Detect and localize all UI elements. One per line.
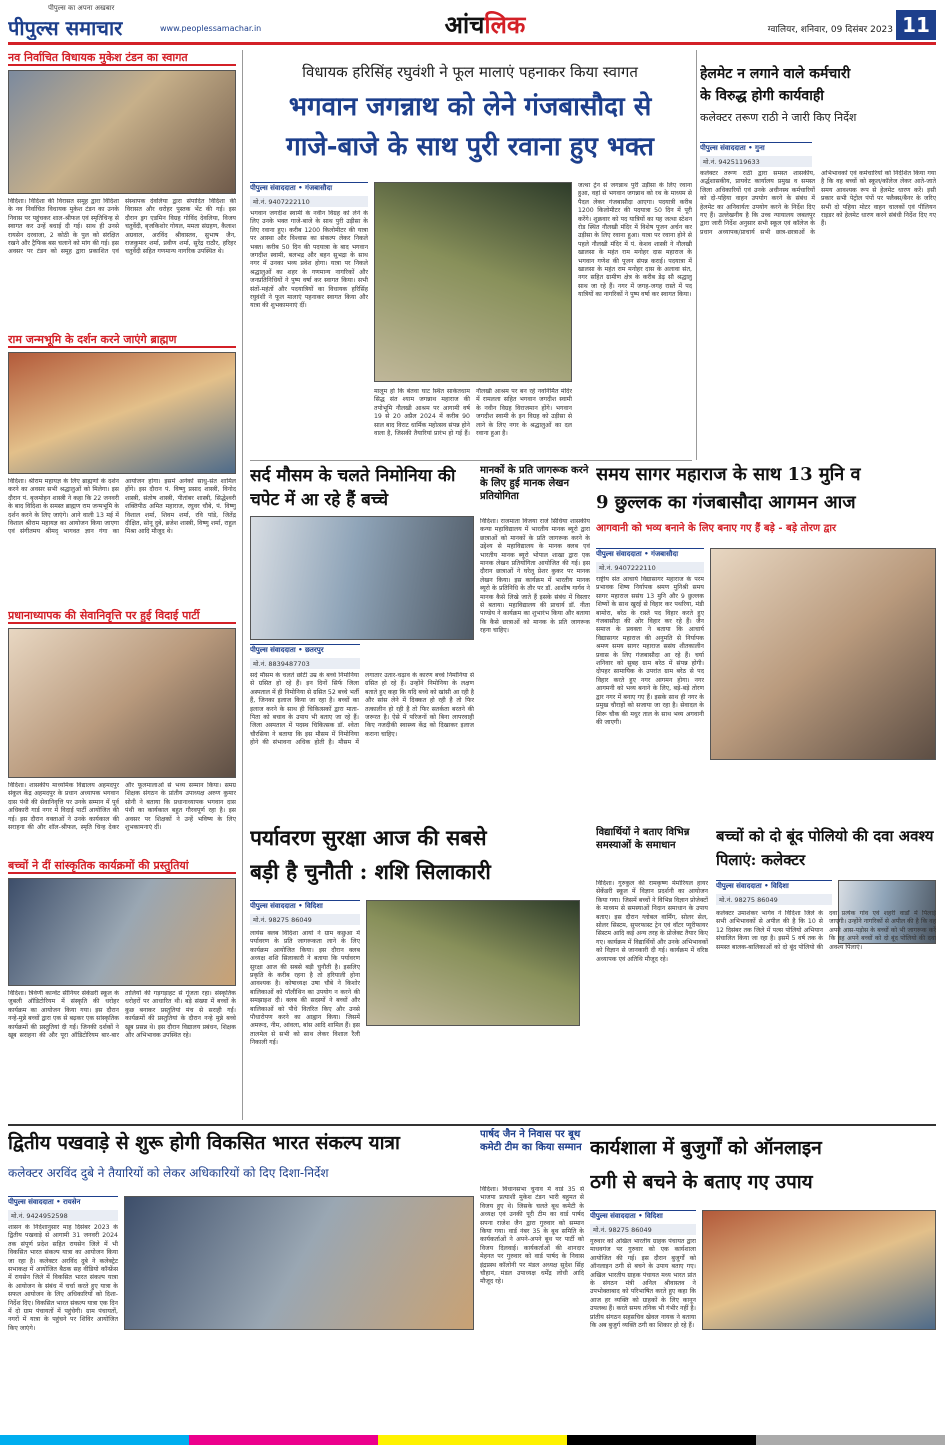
story-tandon-title: नव निर्वाचित विधायक मुकेश टंडन का स्वागत	[8, 50, 236, 66]
parshad-body: विदिशा। विधानसभा चुनाव में वार्ड 35 से भाजपा प्रत्याशी मुकेश टंडन भारी बहुमत से विजय हुए थे। जिसके चलते बूथ कमेटी के अध्यक्ष एवं उनकी पूरी टीम का वार्ड पार्षद सपना राजेश जैन द्वारा गुरुवार को सम्मान किया गया। वार्ड नंबर 35 के बूथ समिति के कार्यकर्ताओं ने अपने-अपने बूथ पर पार्टी को विजय दिलवाई। कार्यकर्ताओं की शानदार मेहनत पर गुरुवार को वार्ड पार्षद के निवास इंद्रप्रस्थ कॉलोनी पर मंडल अध्यक्ष सुदेश सिंह चौहान, मंडल उपाध्यक्ष धर्मेंद्र लोधी आदि मौजूद रहे।	[480, 1186, 584, 1286]
story-tandon-photo	[8, 70, 236, 194]
lead-headline-line2: गाजे-बाजे के साथ पुरी रवाना हुए भक्त	[286, 132, 654, 162]
masthead-url[interactable]: www.peoplessamachar.in	[160, 24, 262, 33]
polio-headline: बच्चों को दो बूंद पोलियो की दवा अवश्य पिलाएं: कलेक्टर	[716, 827, 934, 869]
lead-headline-line1: भगवान जगन्नाथ को लेने गंजबासौदा से	[288, 92, 652, 122]
story-retire-title: प्रधानाध्यापक की सेवानिवृत्ति पर हुई विदाई पार्टी	[8, 608, 236, 624]
helmet-body: कलेक्टर तरूण राठी द्वारा समस्त शासकीय, अर्द्धशासकीय, प्रायवेट कार्यालय प्रमुख व समस्त जिला अधिकारियों एवं उनके अधीनस्थ कर्मचारियों को दो-पहिया वाहन उपयोग करने के संबंध में हेलमेट का अनिवार्यतः उपयोग करने के निर्देश दिए गए हैं। उल्लेखनीय है कि उच्च न्यायालय जबलपुर द्वारा जारी निर्देश अनुसार सभी स्कूल एवं कॉलेज के प्रधान अध्यापक/प्राचार्य सभी छात्र-छात्राओं के अभिभावकों एवं कर्मचारियों को निर्देशित किया गया है कि वह बच्चों को स्कूल/कॉलेज लेकर आते-जाते समय आवश्यक रूप से हेलमेट धारण करें। इसी प्रकार सभी पेट्रोल पंपों पर फ्लैक्स/बैनर के जरिए सभी दो पहिया मोटर वाहन चालकों एवं पीलियन राइडर को हेलमेट धारण करने संबंधी निर्देश दिए गए हैं।	[700, 170, 936, 236]
story-ram-title: राम जन्मभूमि के दर्शन करने जाएंगे ब्राह्मण	[8, 332, 236, 348]
environment-headline-line2: बड़ी है चुनौती : शशि सिलाकारी	[250, 859, 491, 884]
section-divider-bottom	[8, 1124, 936, 1126]
column-divider	[696, 50, 697, 460]
column-divider	[242, 50, 243, 1120]
story-retire-photo	[8, 628, 236, 778]
students-body: विदिशा। गुरुकुल की रामकृष्ण मेमोरियल हायर सेकेंडरी स्कूल में विज्ञान प्रदर्शनी का आयोजन किया गया। जिसमें बच्चों ने विभिन्न विज्ञान प्रोजेक्टों के माध्यम से समस्याओं निदान समाधान के उपाय बताए। इस दौरान ग्लोबल वार्मिंग, सोलर सेल, सोलर सिस्टम, सुपरफास्ट ट्रेन एवं वॉटर प्यूरीफायर सिस्टम आदि कई अन्य तरह के प्रोजेक्ट तैयार किए गए। कार्यक्रम में विद्यार्थियों और उनके अभिभावकों को विज्ञान से जानकारी दी गई। कार्यक्रम में वरिष्ठ अध्यापक एवं अतिथि मौजूद रहे।	[596, 880, 708, 963]
bharat-mobile: मो.नं. 9424952598	[8, 1210, 118, 1221]
pneumonia-body: सर्द मौसम के चलते छोटी उम्र के बच्चे निमोनिया से ग्रसित हो रहे हैं। इन दिनों सिर्फ जिला अस्पताल में ही निमोनिया से ग्रसित 52 बच्चे भर्ती हैं, जिनका इलाज किया जा रहा है। बच्चों का इलाज करने के साथ ही चिकित्सकों द्वारा माता-पिता को बचाव के उपाय भी बताए जा रहे हैं। जिला अस्पताल में पदस्थ चिकित्सक डॉ. श्वेता चौरसिया ने बताया कि इस मौसम में निमोनिया होने की संभावना अधिक होती है। मौसम में लगातार उतार-चढ़ाव के कारण बच्चे निमोनिया से ग्रसित हो रहे हैं। उन्होंने निमोनिया के लक्षण बताते हुए कहा कि यदि बच्चे को खांसी आ रही है और सांस लेने में दिक्कत हो रही है तो फिर तत्कालीन हो रही है तो फिर सतर्कता बरतने की जरूरत है। ऐसे में परिजनों को बिना लापरवाही किए नजदीकी स्वास्थ्य केंद्र को दिखाकर इलाज कराना चाहिए।	[250, 672, 474, 747]
story-culture-title: बच्चों ने दीं सांस्कृतिक कार्यक्रमों की प्रस्तुतियां	[8, 858, 236, 874]
helmet-headline-line1: हेलमेट न लगाने वाले कर्मचारी	[700, 66, 851, 82]
pneumonia-mobile: मो.नं. 8839487703	[250, 658, 360, 669]
bharat-credit: पीपुल्स संवाददाता • रायसेन	[8, 1196, 118, 1208]
environment-photo	[366, 900, 580, 1026]
section-divider	[250, 460, 692, 461]
story-retire-body: विदिशा। शासकीय माध्यमिक विद्यालय अहमदपुर संकुल केंद्र अहमदपुर के प्रधान अध्यापक भगवान दास पंथी की सेवानिवृत्ति पर उनके सम्मान में पूर्व अधिकारी गार्ड नगर में विदाई पार्टी आयोजित की गई। इस दौरान वक्ताओं ने उनके कार्यकाल की सराहना की और शॉल-श्रीफल, स्मृति चिन्ह देकर और फूलमालाओं से भव्य सम्मान किया। समग्र शिक्षक संगठन के प्रांतीय उपाध्यक्ष अरुण कुमार सोनी ने बताया कि प्रधानाध्यापक भगवान दास पंथी का कार्यकाल बहुत गौरवपूर्ण रहा है। इस अवसर पर शिक्षकों ने उन्हें भविष्य के लिए शुभकामनाएं दीं।	[8, 782, 236, 832]
workshop-photo	[702, 1210, 936, 1330]
helmet-mobile: मो.नं. 9425119633	[700, 156, 812, 167]
story-ram-body: विदिशा। श्रीराम महायज्ञ के लिए ब्राह्मणों के दर्शन करने का अवसर सभी श्रद्धालुओं को मिलेगा। इस दौरान पं. बृजमोहन शास्त्री ने कहा कि 22 जनवरी के बाद विदिशा के समस्त ब्राह्मण राम जन्मभूमि के दर्शन करने के लिए जाएंगे। आने वाली 13 मई में विशाल श्रीराम महायज्ञ का आयोजन किया जाएगा एवं संगीतमय श्रीमद् भागवत ज्ञान गंगा का आयोजन होगा। इसमें अनेकों साधु-संत शामिल होंगे। इस दौरान पं. विष्णु प्रसाद शास्त्री, विनोद शास्त्री, संतोष शास्त्री, पीतांबर शास्त्री, सिद्धेश्वरी शक्तिपीठ अमित महाराज, रघुवर चौबे, पं. विष्णु विशाल शर्मा, शिवम शर्मा, रवि पांडे, जितेंद्र दीक्षित, सोनू दुबे, ब्रजेश शास्त्री, विष्णु शर्मा, राहुल मिश्रा आदि मौजूद थे।	[8, 478, 236, 536]
samaysagar-subhead: आगवानी को भव्य बनाने के लिए बनाए गए हैं बड़े - बड़े तोरण द्वार	[596, 523, 837, 534]
bharat-headline: द्वितीय पखवाड़े से शुरू होगी विकसित भारत संकल्प यात्रा	[8, 1132, 400, 1154]
polio-mobile: मो.नं. 98275 86049	[716, 894, 832, 905]
bharat-subhead: कलेक्टर अरविंद दुबे ने तैयारियों को लेकर अधिकारियों को दिए दिशा-निर्देश	[8, 1166, 329, 1180]
essay-body: विदिशा। राजमाता विजया राजे सिंधिया शासकीय कन्या महाविद्यालय में भारतीय मानक ब्यूरो द्वारा छात्राओं को मानकों के प्रति जागरूक करने के उद्देश्य से महाविद्यालय के मानक क्लब एवं भारतीय मानक ब्यूरो भोपाल शाखा द्वारा एक मानक लेखन प्रतियोगिता आयोजित की गई। इस दौरान छात्राओं ने घरेलू प्रेशर कुकर पर मानक लेखन किया। इस कार्यक्रम में भारतीय मानक ब्यूरो के प्रतिनिधि के तौर पर डॉ. आशीष गार्गव ने मानक कैसे लिखे जाते हैं इसके संबंध में विस्तार से बताया। महाविद्यालय की प्राचार्य डॉ. नीता पाण्डेय ने कार्यक्रम का शुभारंभ किया और बताया कि कैसे छात्राओं को मानक के प्रति जागरूक रहना चाहिए।	[480, 518, 590, 635]
dateline: ग्वालियर, शनिवार, 09 दिसंबर 2023	[767, 25, 893, 35]
pneumonia-credit: पीपुल्स संवाददाता • छतरपुर	[250, 644, 360, 656]
lead-mobile: मो.नं. 9407222110	[250, 196, 368, 207]
masthead-tagline: पीपुल्स का अपना अखबार	[48, 4, 115, 12]
section-title-part-b: लिक	[484, 10, 526, 38]
workshop-headline-line2: ठगी से बचने के बताए गए उपाय	[590, 1171, 813, 1193]
essay-title: मानकों के प्रति जागरूक करने के लिए हुई मानक लेखन प्रतियोगिता	[480, 465, 589, 502]
lead-kicker: विधायक हरिसिंह रघुवंशी ने फूल मालाएं पहनाकर किया स्वागत	[302, 63, 638, 81]
samaysagar-mobile: मो.नं. 9407222110	[596, 562, 704, 573]
page-number: 11	[896, 10, 936, 40]
helmet-headline-line2: के विरुद्ध होगी कार्यवाही	[700, 88, 824, 104]
environment-body: लायंस क्लब विदिशा आर्या ने ग्राम कछुआ में पर्यावरण के प्रति जागरूकता लाने के लिए कार्यक्रम आयोजित किया। इस दौरान क्लब अध्यक्ष शशि सिलाकारी ने बताया कि पर्यावरण सुरक्षा आज की सबसे बड़ी चुनौती है। इसलिए प्रकृति के करीब रहना है तो हरियाली होना आवश्यक है। कोषाध्यक्ष उषा चौबे ने किशोर बालिकाओं को पॉलीथिन का उपयोग न करने की समझाइश दी। क्लब की सदस्यों ने बच्चों और बालिकाओं को पौधे वितरित किए और उनसे पौधारोपण करने का आह्वान किया। जिसमें अमरूद, नीम, आंवला, बांस आदि शामिल हैं। इस तालमेल से सभी को साथ लेकर विशाल रैली निकाली गई।	[250, 930, 360, 1047]
lead-body-a: भगवान जगदीश स्वामी के नवीन विग्रह को लेने के लिए उनके भक्त गाजे-बाजे के साथ पुरी उड़ीसा के लिए रवाना हुए। करीब 1200 किलोमीटर की यात्रा पर आस्था और विश्वास का संकल्प लेकर निकले भक्त। करीब 50 दिन की पदयात्रा के बाद भगवान जगदीश स्वामी, बलभद्र और बहन सुभद्रा के साथ नगर में उनका भव्य प्रवेश होगा। यात्रा पर निकले श्रद्धालुओं का शहर के गणमान्य नागरिकों और जनप्रतिनिधियों ने पुष्प वर्षा कर स्वागत किया। सभी संतों-महंतों और पदयात्रियों का विधायक हरिसिंह रघुवंशी ने फूल मालाएं पहनाकर स्वागत किया और यात्रा की शुभकामनाएं दीं।	[250, 210, 368, 310]
story-tandon-body: विदिशा। विदिशा की विरासत समूह द्वारा विदिशा के नव निर्वाचित विधायक मुकेश टंडन का उनके निवास पर पहुंचकर शाल-श्रीफल एवं स्मृतिचिन्ह से स्वागत कर उन्हें बधाई दी गई। साथ ही उनसे रायसेन दरवाजा, 2 कोठी के पुल को संरक्षित रखने और ट्रैफिक बस चलाने को मांग की गई। इस अवसर पर टंडन को समूह द्वारा प्रकाशित एवं संस्थापक देवलिया द्वारा संपादित विदिशा की विरासत और धरोहर पुस्तक भेंट की गई। इस दौरान ड्रग एडमिन विग्रह गोविंद देवलिया, विजय चतुर्वेदी, बृजकिशोर गोयल, ममता संग्रहण, कैलाश अग्रवाल, अरविंद श्रीवास्तव, सुभाष जैन, राजकुमार शर्मा, प्रवीण शर्मा, सुरेंद्र राठौर, हरिहर चतुर्वेदी सहित गणमान्य नागरिक उपस्थित थे।	[8, 198, 236, 256]
section-title-part-a: आंच	[444, 10, 485, 38]
helmet-credit: पीपुल्स संवाददाता • गुना	[700, 142, 812, 154]
workshop-headline-line1: कार्यशाला में बुजुर्गों को ऑनलाइन	[590, 1137, 822, 1159]
pneumonia-headline: सर्द मौसम के चलते निमोनिया की चपेट में आ रहे हैं बच्चे	[250, 466, 456, 510]
print-color-bar	[0, 1435, 945, 1445]
workshop-credit: पीपुल्स संवाददाता • विदिशा	[590, 1210, 696, 1222]
lead-credit: पीपुल्स संवाददाता • गंजबासौदा	[250, 182, 368, 194]
pneumonia-photo	[250, 516, 474, 640]
samaysagar-headline-line2: 9 छुल्लक का गंजबासौदा आगमन आज	[596, 492, 856, 513]
story-ram-photo	[8, 352, 236, 474]
samaysagar-body: राष्ट्रीय संत आचार्य विद्यासागर महाराज के परम प्रभावक शिष्य निर्यापक श्रमण मुनिश्री समय सागर महाराज ससंघ 13 मुनि और 9 छुल्लक शिष्यों के साथ खुरई से विहार कर पथरिया, मंडी बामोरा, बरेठ के रास्ते पद विहार करते हुए गंजबासौदा की ओर विहार कर रहे हैं। जैन समाज के प्रवक्ता ने बताया कि आचार्य विद्यासागर महाराज की अनुमति से निर्यापक श्रमण समय सागर महाराज ससंघ शीतकालीन प्रवास के लिए गंजबासौदा आ रहे हैं। चर्या शनिवार को सुबह ग्राम बरेठ में संपन्न होगी। दोपहर सामायिक के उपरांत ग्राम बरेठ से पद विहार करते हुए नगर आगमन होगा। नगर आगमनी को भव्य बनाने के लिए, बड़े-बड़े तोरण द्वार नगर में बनाए गए हैं। इसके साथ ही नगर के प्रमुख चौराहों को सजाया जा रहा है। सेवादल के शिरू चौक की मधुर ताल के साथ भव्य अगवानी की जाएगी।	[596, 576, 704, 726]
lead-body-c: जत्था ट्रेन से जगन्नाथ पुरी उड़ीसा के लिए रवाना हुआ, वहां से भगवान जगन्नाथ को रथ के माध्यम से पैदल लेकर गंजबासौदा आएगा। पदयात्री करीब 1200 किलोमीटर की पदयात्रा 50 दिन में पूरी करेंगे। शुक्रवार को पद यात्रियों का यह जत्था स्टेशन रोड स्थित नौलखी मंदिर में विशेष पूजन अर्चन कर उड़ीसा के लिए रवाना हुआ। यात्रा पर रवाना होने से पहले नौलखी मंदिर में पं. केशव शास्त्री ने नौलखी खालसा के महंत राम मनोहर दास महाराज के भगवान गणेश की पूजन संपन्न कराई। पदयात्रा में खालसा के महंत राम मनोहर दास के अलावा संत, नगर सहित ग्रामीण क्षेत्र के करीब डेढ़ सौ श्रद्धालु साथ जा रहे हैं। नगर में जगह-जगह रास्ते में पद यात्रियों का नागरिकों ने पुष्प वर्षा कर स्वागत किया।	[578, 182, 692, 299]
bharat-photo	[124, 1196, 474, 1330]
parshad-title: पार्षद जैन ने निवास पर बूथ कमेटी टीम का किया सम्मान	[480, 1129, 582, 1153]
polio-credit: पीपुल्स संवाददाता • विदिशा	[716, 880, 832, 892]
story-culture-photo	[8, 878, 236, 986]
environment-mobile: मो.नं. 98275 86049	[250, 914, 360, 925]
environment-credit: पीपुल्स संवाददाता • विदिशा	[250, 900, 360, 912]
students-title: विद्यार्थियों ने बताए विभिन्न समस्याओं के समाधान	[596, 827, 690, 851]
workshop-body: गुरुवार को अखिल भारतीय ग्राहक पंचायत द्वारा माधवगंज पर गुरुवार को एक कार्यशाला आयोजित की गई। इस दौरान बुजुर्गों को ऑनलाइन ठगी से बचने के उपाय बताए गए। अखिल भारतीय ग्राहक पंचायत मध्य भारत प्रांत के संगठन मंत्री अनिल श्रीवास्तव ने उपभोक्ताबाद को परिभाषित करते हुए कहा कि आज हर व्यक्ति को ग्राहकों के लिए कानून उपलब्ध हैं। करते समय तनिक भी गंभीर नहीं है। प्रांतीय संगठन सहसचिव खेवल नायक ने बताया कि अब बुजुर्ग व्यक्ति ठगी का शिकार हो रहे हैं।	[590, 1238, 696, 1330]
lead-body-b: मालूम हो कि बेतवा घाट स्थित साकेतधाम सिद्ध संत श्याम जगन्नाथ महाराज की तपोभूमि नौलखी आश्रम पर आगामी वर्ष 19 से 20 अप्रैल 2024 में करीब 90 साल बाद विराट धार्मिक महोत्सव संपन्न होने वाला है, जिसकी तैयारियां प्रारंभ हो गई हैं। नौलखी आश्रम पर बन रहे नवनिर्मित मंदिर में रामलला सहित भगवान जगदीश स्वामी के नवीन विग्रह विराजमान होंगे। भगवान जगदीश स्वामी के इन विग्रह को उड़ीसा से लाने के लिए नगर के श्रद्धालुओं का दल रवाना हुआ है।	[374, 388, 572, 438]
masthead-logo-text: पीपुल्स समाचार	[8, 16, 123, 40]
section-title	[410, 8, 560, 38]
workshop-mobile: मो.नं. 98275 86049	[590, 1224, 696, 1235]
story-culture-body: विदिशा। त्रिवेणी कान्वेंट सीनियर सेकेंडरी स्कूल के जुबली ऑडिटोरियम में संस्कृति की धरोहर कार्यक्रम का आयोजन किया गया। इस दौरान नन्हे-मुन्ने बच्चों द्वारा एक से बढ़कर एक सांस्कृतिक कार्यक्रमों की प्रस्तुतियां दी गईं। जिनकी दर्शकों ने खूब सराहना की और पूरा ऑडिटोरियम बार-बार तालियों की गड़गड़ाहट से गूंजता रहा। संस्कृतिक धरोहरों पर आधारित थी। बड़े संख्या में बच्चों के कुछ बनाकर प्रस्तुतियां मंच से सराही गईं। कार्यक्रमों की प्रस्तुतियां के दौरान नन्हे मुन्ने बच्चे खूब प्रसन्न थे। इस दौरान विद्यालय प्रबंधन, शिक्षक और अभिभावक उपस्थित रहे।	[8, 990, 236, 1040]
lead-photo	[374, 182, 572, 382]
masthead-rule	[8, 42, 936, 45]
samaysagar-credit: पीपुल्स संवाददाता • गंजबासौदा	[596, 548, 704, 560]
samaysagar-photo	[710, 548, 936, 760]
bharat-body: शासन के निर्देशानुसार माह दिसंबर 2023 के द्वितीय पखवाड़े से आगामी 31 जनवरी 2024 तक संपूर्ण प्रदेश सहित रायसेन जिले में भी विकसित भारत संकल्प यात्रा का आयोजन किया जा रहा है। कलेक्टर अरविंद दुबे ने कलेक्ट्रेट सभाकक्ष में आयोजित बैठक सह वीडियो कॉन्फ्रेंस में रायसेन जिले में विकसित भारत संकल्प यात्रा के आयोजन के संबंध में चर्चा करते हुए यात्रा के सफल आयोजन के लिए अधिकारियों को दिशा-निर्देश दिए। विकसित भारत संकल्प यात्रा एक दिन में दो ग्राम पंचायतों में पहुंचेगी। ग्राम पंचायतों, नगरों में यात्रा के पहुंचने पर शिविर आयोजित किए जाएंगे।	[8, 1224, 118, 1332]
helmet-subhead: कलेक्टर तरूण राठी ने जारी किए निर्देश	[700, 111, 857, 124]
samaysagar-headline-line1: समय सागर महाराज के साथ 13 मुनि व	[596, 464, 861, 485]
polio-body: कलेक्टर उमाशंकर भार्गव ने विदिशा जिले के सभी अभिभावकों से अपील की है कि 10 से 12 दिसंबर तक जिले में पल्स पोलियो अभियान संचालित किया जा रहा है। इसमें 5 वर्ष तक के समस्त बालक-बालिकाओं को दो बूंद पोलियो की दवा प्रत्येक गांव एवं शहरी वार्डों में पिलाई जाएगी। उन्होंने नागरिकों से अपील की है कि वह अपने आस-पड़ोस के बच्चों को भी जागरूक करें कि वह अपने बच्चों को दो बूंद पोलियो की दवा अवश्य पिलाएं।	[716, 910, 936, 951]
environment-headline-line1: पर्यावरण सुरक्षा आज की सबसे	[250, 825, 487, 850]
